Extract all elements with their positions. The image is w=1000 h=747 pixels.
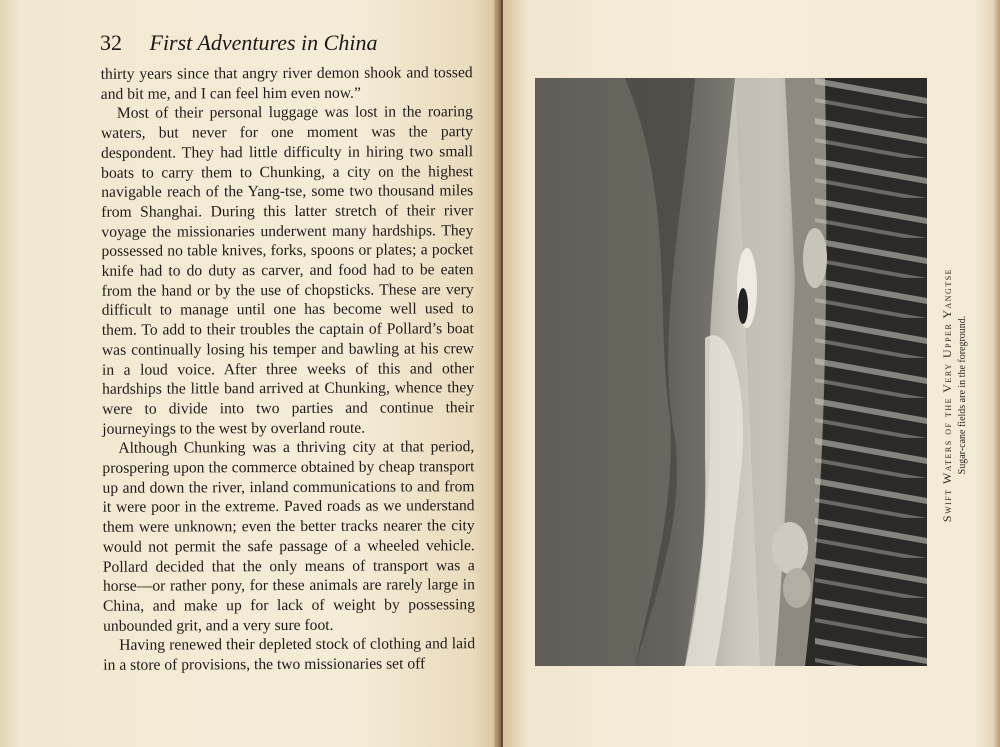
page-number: 32: [100, 30, 122, 55]
caption-subtitle: Sugar-cane fields are in the foreground.: [957, 315, 968, 475]
body-text: [101, 63, 476, 685]
river-photograph: [535, 78, 927, 666]
paragraph: Although Chunking was a thriving city at that period, prospering upon the commerce obtained by cheap transport up and down the river, inland communications to and from it were poor in the extreme. Paved roads as we understand them were unknown; even the better tracks nearer the city would not permit the safe passage of a wheeled vehicle. Pollard decided that the only means of transport was a horse—or rather pony, for these animals are rarely large in China, and make up for lack of weight by possessing unbounded grit, and a very sure foot.: [102, 438, 476, 635]
photo-caption: [938, 200, 978, 590]
paragraph: thirty years since that angry river demon shook and tossed and bit me, and I can feel him even now.”: [100, 64, 473, 103]
paragraph: Having renewed their depleted stock of clothing and laid in a store of provisions, the two missionaries set off: [103, 635, 476, 674]
river-photograph-image: [535, 78, 927, 666]
caption-title: Swift Waters of the Very Upper Yangtse: [940, 267, 954, 523]
page-header: [100, 30, 480, 60]
running-title: First Adventures in China: [149, 30, 378, 55]
paragraph: Most of their personal luggage was lost in the roaring waters, but never for one moment was the party despondent. They had little difficulty in hiring two small boats to carry them to Chunking, a city on the highest navigable reach of the Yang-tse, some two thousand miles from Shanghai. During this latter stretch of their river voyage the missionaries underwent many hardships. They possessed no table knives, forks, spoons or plates; a pocket knife had to do duty as carver, and food had to be eaten from the hand or by the use of chopsticks. These are very difficult to manage until one has become well used to them. To add to their troubles the captain of Pollard’s boat was continually losing his temper and bawling at his crew in a loud voice. After three weeks of this and other hardships the little band arrived at Chunking, whence they were to divide into two parties and continue their journeyings to the west by overland route.: [100, 103, 475, 438]
left-page: [0, 0, 497, 747]
page-edge: [992, 0, 1000, 747]
